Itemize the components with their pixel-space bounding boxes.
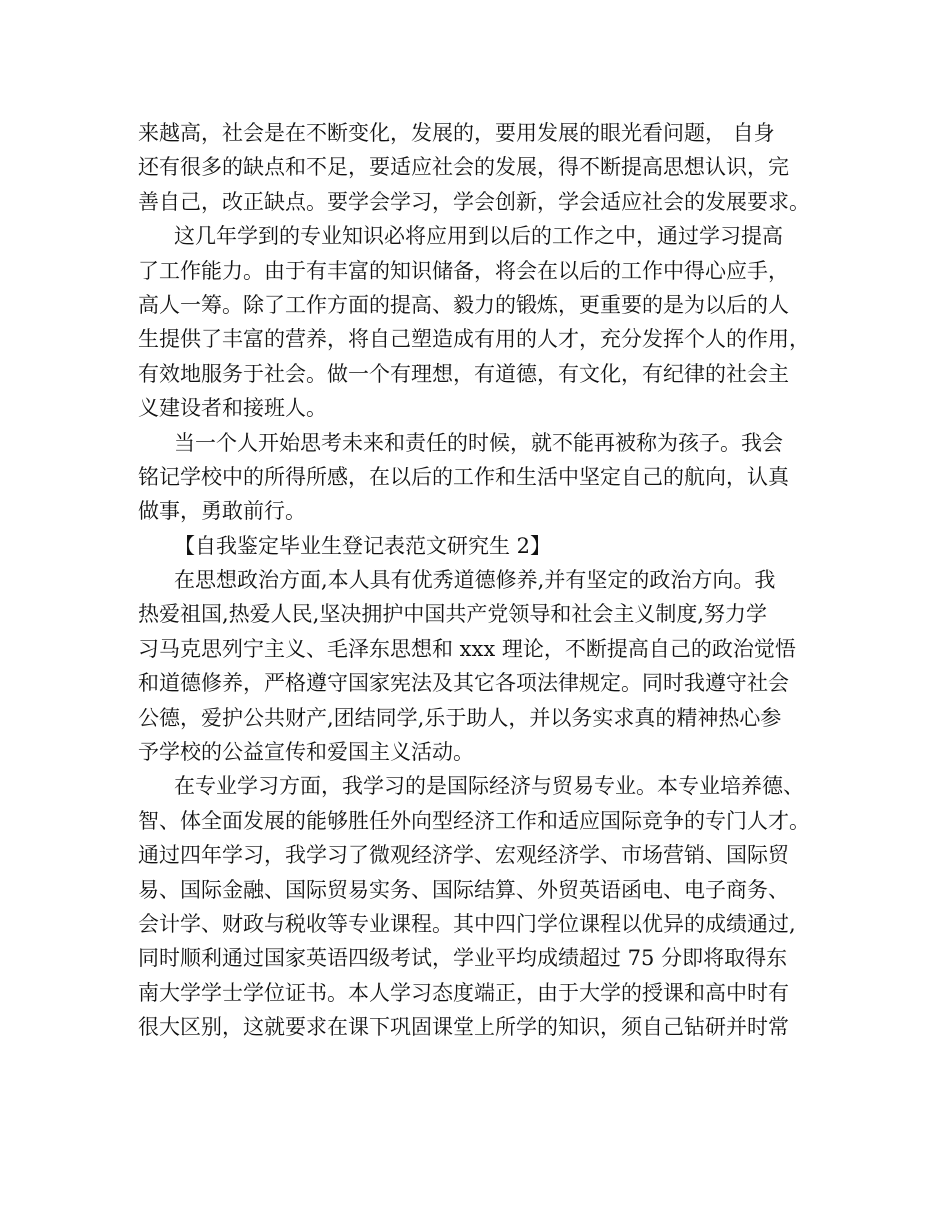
section-heading: 【自我鉴定毕业生登记表范文研究生 2】 xyxy=(174,533,552,558)
text-line: 了工作能力。由于有丰富的知识储备，将会在以后的工作中得心应手， xyxy=(138,258,789,283)
text-line: 智、体全面发展的能够胜任外向型经济工作和适应国际竞争的专门人才。 xyxy=(138,808,810,833)
text-line: 还有很多的缺点和不足，要适应社会的发展，得不断提高思想认识，完 xyxy=(138,155,789,180)
text-line: 善自己，改正缺点。要学会学习，学会创新，学会适应社会的发展要求。 xyxy=(138,189,810,214)
text-line: 习马克思列宁主义、毛泽东思想和 xxx 理论，不断提高自己的政治觉悟 xyxy=(138,636,796,661)
text-line: 南大学学士学位证书。本人学习态度端正，由于大学的授课和高中时有 xyxy=(138,980,789,1005)
text-line: 生提供了丰富的营养，将自己塑造成有用的人才，充分发挥个人的作用， xyxy=(138,327,810,352)
text-line: 高人一筹。除了工作方面的提高、毅力的锻炼，更重要的是为以后的人 xyxy=(138,292,789,317)
text-line: 有效地服务于社会。做一个有理想，有道德，有文化，有纪律的社会主 xyxy=(138,361,789,386)
text-line: 会计学、财政与税收等专业课程。其中四门学位课程以优异的成绩通过, xyxy=(138,911,796,936)
paragraph-first-line: 在思想政治方面,本人具有优秀道德修养,并有坚定的政治方向。我 xyxy=(174,568,776,593)
text-line: 做事，勇敢前行。 xyxy=(138,499,306,524)
text-line: 予学校的公益宣传和爱国主义活动。 xyxy=(138,740,474,765)
text-line: 通过四年学习，我学习了微观经济学、宏观经济学、市场营销、国际贸 xyxy=(138,843,789,868)
body-text xyxy=(138,116,828,1045)
text-line: 公德，爱护公共财产,团结同学,乐于助人，并以务实求真的精神热心参 xyxy=(138,705,782,730)
text-line: 铭记学校中的所得所感，在以后的工作和生活中坚定自己的航向，认真 xyxy=(138,464,789,489)
text-line: 很大区别，这就要求在课下巩固课堂上所学的知识，须自己钻研并时常 xyxy=(138,1015,789,1040)
text-line: 易、国际金融、国际贸易实务、国际结算、外贸英语函电、电子商务、 xyxy=(138,877,789,902)
text-line: 同时顺利通过国家英语四级考试，学业平均成绩超过 75 分即将取得东 xyxy=(138,946,788,971)
text-line: 热爱祖国,热爱人民,坚决拥护中国共产党领导和社会主义制度,努力学 xyxy=(138,602,768,627)
paragraph-first-line: 当一个人开始思考未来和责任的时候，就不能再被称为孩子。我会 xyxy=(174,430,783,455)
paragraph-first-line: 在专业学习方面，我学习的是国际经济与贸易专业。本专业培养德、 xyxy=(174,774,804,799)
text-line: 来越高，社会是在不断变化，发展的，要用发展的眼光看问题， 自身 xyxy=(138,121,775,145)
text-line: 义建设者和接班人。 xyxy=(138,396,327,421)
text-line: 和道德修养，严格遵守国家宪法及其它各项法律规定。同时我遵守社会 xyxy=(138,671,789,696)
paragraph-first-line: 这几年学到的专业知识必将应用到以后的工作之中，通过学习提高 xyxy=(174,224,783,249)
